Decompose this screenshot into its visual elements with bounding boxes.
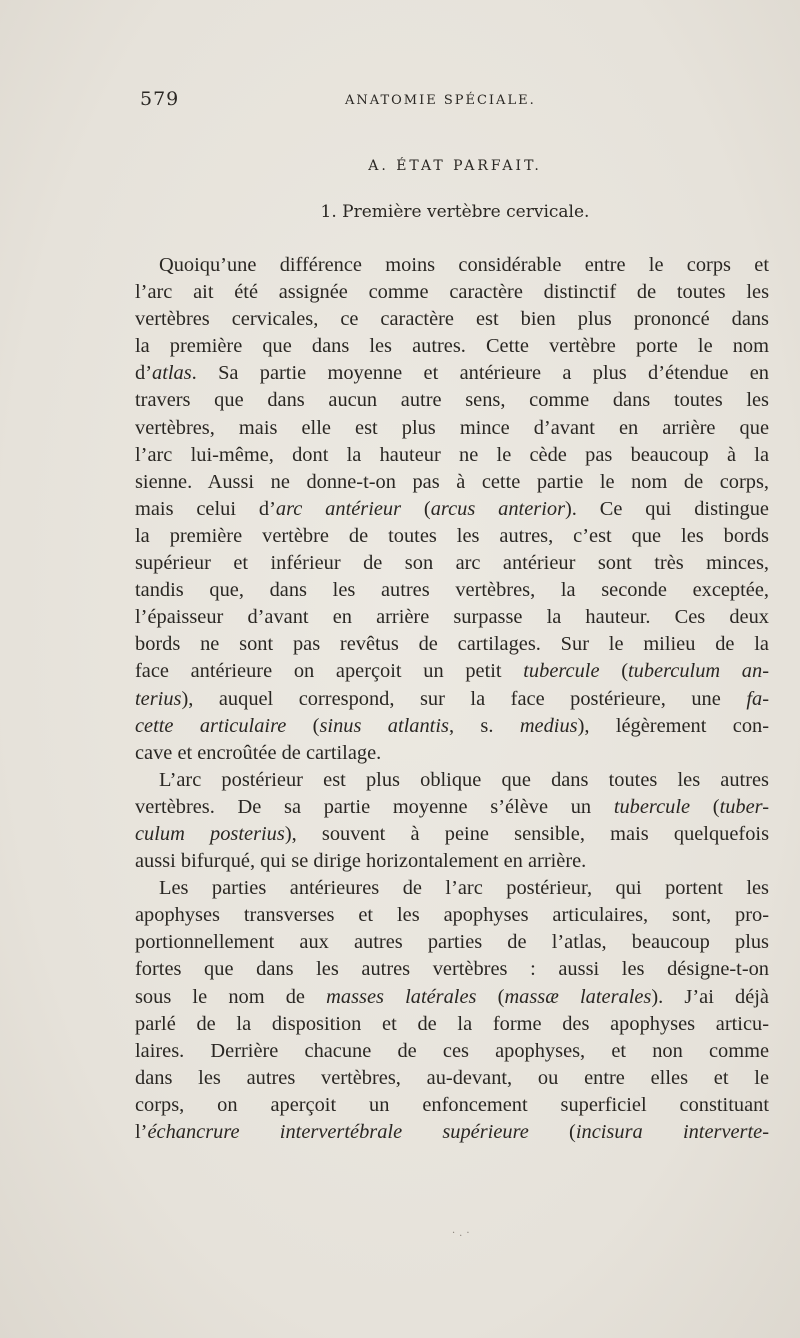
- text-line: [135, 658, 769, 685]
- text-segment: vertèbres. De sa partie moyenne s’élève un: [135, 795, 614, 818]
- text-segment: Quoiqu’une différence moins considérable entre le corps et: [159, 254, 769, 276]
- text-line: [135, 713, 769, 740]
- text-line: [135, 740, 769, 767]
- text-line: [135, 821, 769, 848]
- text-segment: supérieur et inférieur de son arc antérieur sont très minces,: [135, 552, 769, 575]
- text-segment: vertèbres cervicales, ce caractère est bien plus prononcé dans: [135, 308, 769, 331]
- text-segment: L’arc postérieur est plus oblique que dans toutes les autres: [159, 768, 769, 791]
- text-line: [135, 1065, 769, 1092]
- text-line: [135, 387, 769, 414]
- text-segment: ), légèrement con-: [577, 714, 769, 737]
- text-segment: cave et encroûtée de cartilage.: [135, 741, 382, 764]
- text-segment: (: [401, 497, 431, 520]
- text-segment: (: [476, 985, 505, 1008]
- section-title: A. ÉTAT PARFAIT.: [368, 158, 542, 174]
- italic-term: tubercule: [613, 795, 691, 818]
- text-segment: (: [599, 660, 628, 683]
- decorative-dots: ·.·: [452, 1228, 474, 1239]
- text-segment: bords ne sont pas revêtus de cartilages. Sur le milieu de la: [135, 633, 769, 656]
- text-segment: laires. Derrière chacune de ces apophyses, et non comme: [135, 1039, 769, 1062]
- subsection-title: 1. Première vertèbre cervicale.: [320, 202, 590, 222]
- text-segment: tandis que, dans les autres vertèbres, la seconde exceptée,: [135, 579, 769, 602]
- text-line: [135, 252, 769, 279]
- text-segment: (: [690, 795, 720, 818]
- text-segment: ). Ce qui distingue: [565, 497, 769, 520]
- text-segment: l’: [135, 1121, 148, 1143]
- text-line: [135, 279, 769, 306]
- text-segment: apophyses transverses et les apophyses articulaires, sont, pro-: [135, 904, 769, 927]
- text-segment: (: [528, 1121, 576, 1143]
- text-line: [135, 550, 769, 577]
- text-line: [135, 848, 769, 875]
- text-line: [135, 306, 769, 333]
- running-title: ANATOMIE SPÉCIALE.: [345, 93, 536, 108]
- text-segment: face antérieure on aperçoit un petit: [135, 660, 524, 683]
- italic-term: sinus atlantis: [319, 714, 449, 737]
- text-segment: corps, on aperçoit un enfoncement superficiel constituant: [135, 1093, 769, 1116]
- text-line: [135, 875, 769, 902]
- body-text: [135, 252, 769, 1146]
- text-line: [135, 496, 769, 523]
- text-line: [135, 902, 769, 929]
- italic-term: fa-: [746, 687, 769, 710]
- text-line: [135, 686, 769, 713]
- text-segment: fortes que dans les autres vertèbres : aussi les désigne-t-on: [135, 958, 769, 981]
- text-segment: l’épaisseur d’avant en arrière surpasse la hauteur. Ces deux: [135, 606, 769, 629]
- text-segment: ), souvent à peine sensible, mais quelquefois: [284, 822, 769, 845]
- italic-term: cette articulaire: [135, 714, 287, 737]
- text-line: [135, 929, 769, 956]
- text-line: [135, 604, 769, 631]
- italic-term: terius: [135, 687, 182, 710]
- text-segment: sienne. Aussi ne donne-t-on pas à cette partie le nom de corps,: [135, 470, 769, 493]
- italic-term: medius: [519, 714, 578, 737]
- text-line: [135, 1011, 769, 1038]
- text-line: [135, 1119, 769, 1146]
- text-segment: parlé de la disposition et de la forme des apophyses articu-: [135, 1012, 769, 1035]
- text-segment: . Sa partie moyenne et antérieure a plus d’étendue en: [191, 362, 769, 385]
- text-segment: aussi bifurqué, qui se dirige horizontalement en arrière.: [135, 850, 587, 873]
- text-segment: mais celui d’: [135, 497, 276, 520]
- text-segment: l’arc lui-même, dont la hauteur ne le cède pas beaucoup à la: [135, 443, 769, 466]
- text-line: [135, 442, 769, 469]
- text-segment: vertèbres, mais elle est plus mince d’avant en arrière que: [135, 416, 769, 439]
- text-line: [135, 631, 769, 658]
- text-segment: dans les autres vertèbres, au-devant, ou entre elles et le: [135, 1066, 769, 1089]
- text-line: [135, 984, 769, 1011]
- text-line: [135, 1092, 769, 1119]
- text-segment: sous le nom de: [135, 985, 327, 1008]
- text-segment: , s.: [448, 714, 520, 737]
- italic-term: tubercule: [523, 660, 600, 683]
- text-segment: ), auquel correspond, sur la face postérieure, une: [181, 687, 747, 710]
- text-line: [135, 794, 769, 821]
- text-line: [135, 469, 769, 496]
- text-segment: d’: [135, 362, 152, 385]
- italic-term: arc antérieur: [275, 497, 402, 520]
- text-line: [135, 1038, 769, 1065]
- text-line: [135, 956, 769, 983]
- italic-term: atlas: [152, 362, 192, 385]
- text-segment: portionnellement aux autres parties de l’atlas, beaucoup plus: [135, 931, 769, 954]
- italic-term: tuber-: [719, 795, 769, 818]
- text-segment: la première que dans les autres. Cette vertèbre porte le nom: [135, 335, 769, 358]
- text-segment: ). J’ai déjà: [651, 985, 769, 1008]
- text-segment: Les parties antérieures de l’arc postérieur, qui portent les: [159, 877, 769, 900]
- text-segment: l’arc ait été assignée comme caractère distinctif de toutes les: [135, 281, 769, 304]
- text-line: [135, 415, 769, 442]
- italic-term: masses latérales: [326, 985, 477, 1008]
- italic-term: massæ laterales: [504, 985, 652, 1008]
- text-line: [135, 523, 769, 550]
- italic-term: échancrure intervertébrale supérieure: [147, 1121, 529, 1143]
- running-header: [140, 88, 770, 118]
- text-line: [135, 577, 769, 604]
- italic-term: incisura interverte-: [575, 1121, 769, 1143]
- italic-term: tuberculum an-: [628, 660, 769, 683]
- text-line: [135, 333, 769, 360]
- italic-term: culum posterius: [135, 822, 285, 845]
- text-segment: (: [286, 714, 320, 737]
- text-segment: travers que dans aucun autre sens, comme dans toutes les: [135, 389, 769, 412]
- italic-term: arcus anterior: [430, 497, 565, 520]
- text-line: [135, 360, 769, 387]
- text-segment: la première vertèbre de toutes les autres, c’est que les bords: [135, 524, 769, 547]
- page-number: 579: [140, 88, 180, 110]
- text-line: [135, 767, 769, 794]
